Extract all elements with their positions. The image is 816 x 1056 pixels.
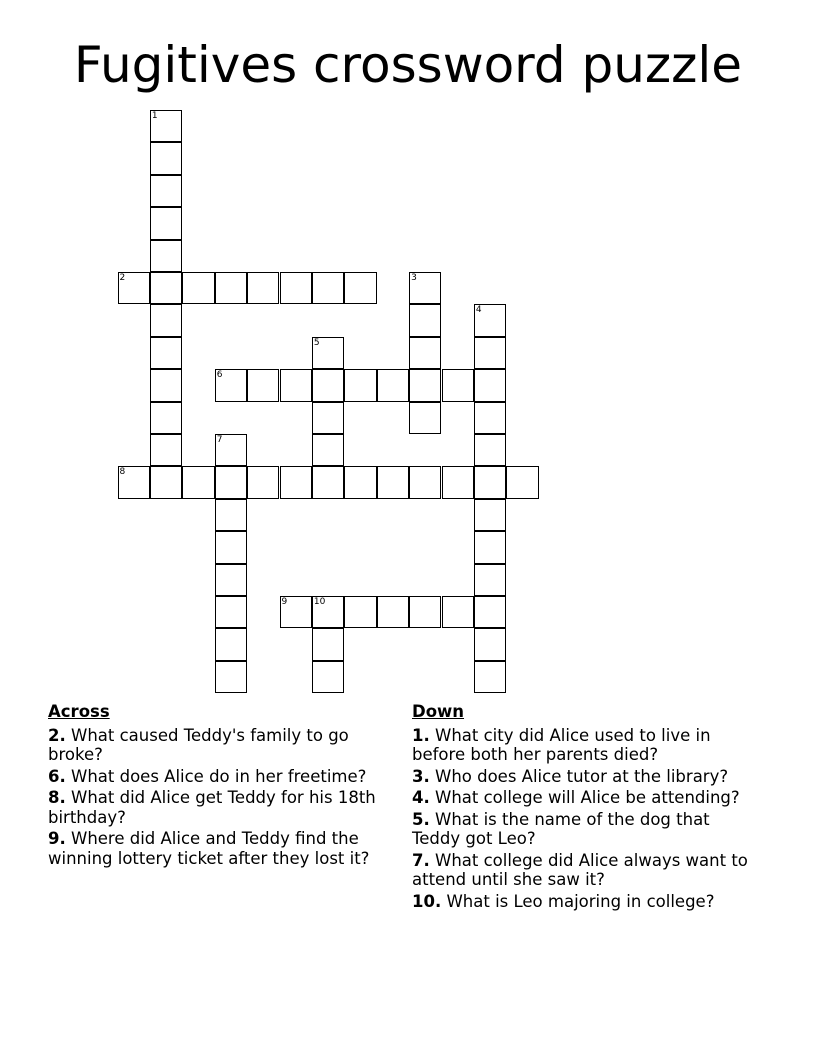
cell-number: 2 xyxy=(119,273,126,283)
grid-cell[interactable] xyxy=(474,531,506,563)
grid-cell[interactable] xyxy=(150,434,182,466)
cell-number: 9 xyxy=(281,597,288,607)
grid-cell[interactable] xyxy=(247,369,279,401)
clue-text: What college will Alice be attending? xyxy=(435,788,740,807)
down-clue-3 xyxy=(412,767,762,787)
grid-cell[interactable] xyxy=(474,466,506,498)
across-clue-8 xyxy=(48,788,400,827)
clue-text: What is Leo majoring in college? xyxy=(446,891,715,911)
cell-number: 7 xyxy=(216,435,223,445)
grid-cell[interactable] xyxy=(506,466,538,498)
clue-number: 10. xyxy=(412,891,442,911)
cell-number: 6 xyxy=(216,370,223,381)
grid-cell[interactable] xyxy=(150,272,182,304)
grid-cell[interactable] xyxy=(247,272,279,304)
grid-cell[interactable] xyxy=(150,207,182,239)
grid-cell[interactable] xyxy=(215,564,247,596)
grid-cell[interactable] xyxy=(474,337,506,369)
grid-cell[interactable] xyxy=(247,466,279,498)
grid-cell[interactable] xyxy=(150,175,182,207)
down-clue-5 xyxy=(412,810,762,849)
grid-cell[interactable] xyxy=(280,272,312,304)
grid-cell[interactable] xyxy=(215,596,247,628)
grid-cell[interactable] xyxy=(474,434,506,466)
grid-cell[interactable] xyxy=(150,402,182,434)
grid-cell[interactable] xyxy=(118,272,150,304)
clue-text: What did Alice get Teddy for his 18th birthday? xyxy=(48,788,376,827)
grid-cell[interactable] xyxy=(312,369,344,401)
clue-text: What does Alice do in her freetime? xyxy=(71,766,367,786)
clue-number: 5. xyxy=(412,809,430,829)
grid-cell[interactable] xyxy=(474,564,506,596)
grid-cell[interactable] xyxy=(409,402,441,434)
grid-cell[interactable] xyxy=(182,466,214,498)
grid-cell[interactable] xyxy=(150,240,182,272)
cell-number: 4 xyxy=(475,305,482,316)
grid-cell[interactable] xyxy=(474,402,506,434)
grid-cell[interactable] xyxy=(280,596,312,628)
grid-cell[interactable] xyxy=(312,628,344,660)
clue-number: 1. xyxy=(412,725,430,745)
clue-text: Where did Alice and Teddy find the winning lottery ticket after they lost it? xyxy=(48,829,370,868)
grid-cell[interactable] xyxy=(474,499,506,531)
grid-cell[interactable] xyxy=(215,499,247,531)
grid-cell[interactable] xyxy=(150,142,182,174)
down-clues xyxy=(412,702,762,913)
grid-cell[interactable] xyxy=(344,596,376,628)
cell-number: 10 xyxy=(313,597,326,607)
clue-number: 7. xyxy=(412,850,430,870)
grid-cell[interactable] xyxy=(312,596,344,628)
clue-text: What college did Alice always want to attend until she saw it? xyxy=(412,850,748,889)
across-clues xyxy=(48,702,400,870)
across-clue-2 xyxy=(48,726,400,765)
grid-cell[interactable] xyxy=(215,661,247,693)
down-clue-10 xyxy=(412,892,762,912)
clue-text: Who does Alice tutor at the library? xyxy=(435,766,729,786)
down-clue-1 xyxy=(412,726,762,765)
cell-number: 3 xyxy=(411,273,417,283)
down-heading: Down xyxy=(412,702,465,721)
clue-text: What city did Alice used to live in before both her parents died? xyxy=(412,725,711,764)
across-heading: Across xyxy=(48,702,110,721)
grid-cell[interactable] xyxy=(409,596,441,628)
grid-cell[interactable] xyxy=(150,466,182,498)
grid-cell[interactable] xyxy=(474,596,506,628)
grid-cell[interactable] xyxy=(280,466,312,498)
grid-cell[interactable] xyxy=(150,304,182,336)
clue-number: 6. xyxy=(48,766,66,786)
grid-cell[interactable] xyxy=(344,272,376,304)
grid-cell[interactable] xyxy=(474,369,506,401)
grid-cell[interactable] xyxy=(312,661,344,693)
grid-cell[interactable] xyxy=(150,110,182,142)
grid-cell[interactable] xyxy=(312,272,344,304)
grid-cell[interactable] xyxy=(150,369,182,401)
down-clue-4 xyxy=(412,788,762,808)
down-clue-7 xyxy=(412,851,762,890)
grid-cell[interactable] xyxy=(474,304,506,336)
grid-cell[interactable] xyxy=(409,369,441,401)
clue-number: 8. xyxy=(48,788,66,807)
puzzle-title: Fugitives crossword puzzle xyxy=(73,36,743,94)
grid-cell[interactable] xyxy=(280,369,312,401)
grid-cell[interactable] xyxy=(344,369,376,401)
grid-cell[interactable] xyxy=(474,661,506,693)
clue-number: 2. xyxy=(48,725,66,745)
across-clue-6 xyxy=(48,767,400,787)
grid-cell[interactable] xyxy=(377,596,409,628)
grid-cell[interactable] xyxy=(215,466,247,498)
grid-cell[interactable] xyxy=(215,628,247,660)
grid-cell[interactable] xyxy=(409,466,441,498)
grid-cell[interactable] xyxy=(215,272,247,304)
grid-cell[interactable] xyxy=(409,272,441,304)
grid-cell[interactable] xyxy=(182,272,214,304)
grid-cell[interactable] xyxy=(312,434,344,466)
grid-cell[interactable] xyxy=(312,337,344,369)
grid-cell[interactable] xyxy=(442,596,474,628)
grid-cell[interactable] xyxy=(442,466,474,498)
grid-cell[interactable] xyxy=(344,466,376,498)
clue-text: What caused Teddy's family to go broke? xyxy=(48,725,349,764)
cell-number: 1 xyxy=(151,111,158,121)
clue-number: 3. xyxy=(412,766,430,786)
grid-cell[interactable] xyxy=(215,369,247,401)
grid-cell[interactable] xyxy=(377,369,409,401)
grid-cell[interactable] xyxy=(215,531,247,563)
grid-cell[interactable] xyxy=(150,337,182,369)
grid-cell[interactable] xyxy=(442,369,474,401)
grid-cell[interactable] xyxy=(409,337,441,369)
clue-number: 4. xyxy=(412,788,430,807)
grid-cell[interactable] xyxy=(215,434,247,466)
grid-cell[interactable] xyxy=(409,304,441,336)
cell-number: 5 xyxy=(313,337,320,348)
grid-cell[interactable] xyxy=(312,466,344,498)
grid-cell[interactable] xyxy=(474,628,506,660)
grid-cell[interactable] xyxy=(312,402,344,434)
clue-text: What is the name of the dog that Teddy got Leo? xyxy=(412,809,710,848)
cell-number: 8 xyxy=(119,467,126,478)
clue-number: 9. xyxy=(48,829,66,848)
across-clue-9 xyxy=(48,829,400,868)
grid-cell[interactable] xyxy=(377,466,409,498)
grid-cell[interactable] xyxy=(118,466,150,498)
